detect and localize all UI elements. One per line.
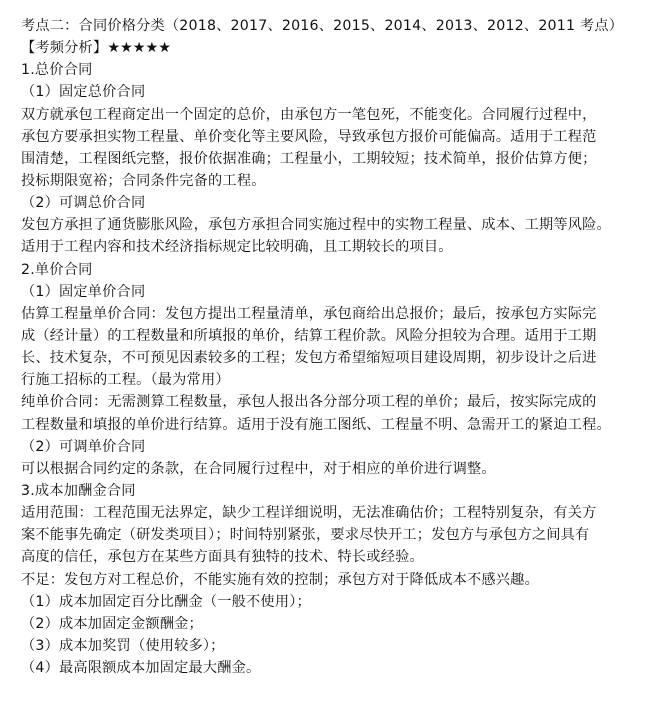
section-heading-cost-plus: 3.成本加酬金合同: [21, 482, 136, 499]
list-item-cost-plus-type: （1）成本加固定百分比酬金（一般不使用）；: [21, 593, 311, 610]
list-item-cost-plus-type: （4）最高限额成本加固定最大酬金。: [21, 660, 261, 677]
subheading-fixed-lump-sum: （1）固定总价合同: [21, 84, 146, 101]
star-rating-icon: ★★★★★: [107, 40, 171, 57]
paragraph-line: 发包方承担了通货膨胀风险，承包方承担合同实施过程中的实物工程量、成本、工期等风险。: [21, 217, 611, 234]
section-heading-lump-sum: 1.总价合同: [21, 62, 93, 79]
subheading-adjustable-lump-sum: （2）可调总价合同: [21, 195, 146, 212]
paragraph-line: 适用范围：工程范围无法界定，缺少工程详细说明，无法准确估价；工程特别复杂，有关方: [21, 505, 597, 522]
paragraph-line: 承包方要承担实物工程量、单价变化等主要风险，导致承包方报价可能偏高。适用于工程范: [21, 128, 597, 145]
subheading-fixed-unit-price: （1）固定单价合同: [21, 283, 146, 300]
paragraph-line: 投标期限宽裕；合同条件完备的工程。: [21, 172, 266, 189]
paragraph-line: 适用于工程内容和技术经济指标规定比较明确，且工期较长的项目。: [21, 239, 453, 256]
page-title: 考点二：合同价格分类（2018、2017、2016、2015、2014、2013、2012、2011 考点）: [21, 18, 624, 34]
section-heading-unit-price: 2.单价合同: [21, 261, 93, 278]
paragraph-line: 围清楚，工程图纸完整，报价依据准确；工程量小，工期较短；技术简单，报价估算方便；: [21, 150, 597, 167]
paragraph-line: 案不能事先确定（研发类项目）；时间特别紧张，要求尽快开工；发包方与承包方之间具有: [21, 527, 590, 544]
paragraph-line: 长、技术复杂，不可预见因素较多的工程；发包方希望缩短项目建设周期，初步设计之后进: [21, 350, 597, 367]
paragraph-line: 高度的信任，承包方在某些方面具有独特的技术、特长或经验。: [21, 549, 424, 566]
paragraph-line: 纯单价合同：无需测算工程数量，承包人报出各分部分项工程的单价；最后，按实际完成的: [21, 394, 597, 411]
paragraph-line: 不足：发包方对工程总价，不能实施有效的控制；承包方对于降低成本不感兴趣。: [21, 571, 539, 588]
paragraph-line: 可以根据合同约定的条款，在合同履行过程中，对于相应的单价进行调整。: [21, 460, 496, 477]
subheading-adjustable-unit-price: （2）可调单价合同: [21, 438, 146, 455]
document-body: [21, 15, 641, 679]
paragraph-line: 估算工程量单价合同：发包方提出工程量清单，承包商给出总报价；最后，按承包方实际完: [21, 305, 597, 322]
paragraph-line: 双方就承包工程商定出一个固定的总价，由承包方一笔包死，不能变化。合同履行过程中，: [21, 106, 597, 123]
paragraph-line: 行施工招标的工程。（最为常用）: [21, 372, 230, 389]
frequency-label: 【考频分析】: [21, 40, 108, 57]
paragraph-line: 工程数量和填报的单价进行结算。适用于没有施工图纸、工程量不明、急需开工的紧迫工程。: [21, 416, 611, 433]
paragraph-line: 成（经计量）的工程数量和所填报的单价，结算工程价款。风险分担较为合理。适用于工期: [21, 327, 597, 344]
list-item-cost-plus-type: （2）成本加固定金额酬金；: [21, 615, 203, 632]
list-item-cost-plus-type: （3）成本加奖罚（使用较多）；: [21, 637, 225, 654]
frequency-row: [21, 37, 641, 59]
